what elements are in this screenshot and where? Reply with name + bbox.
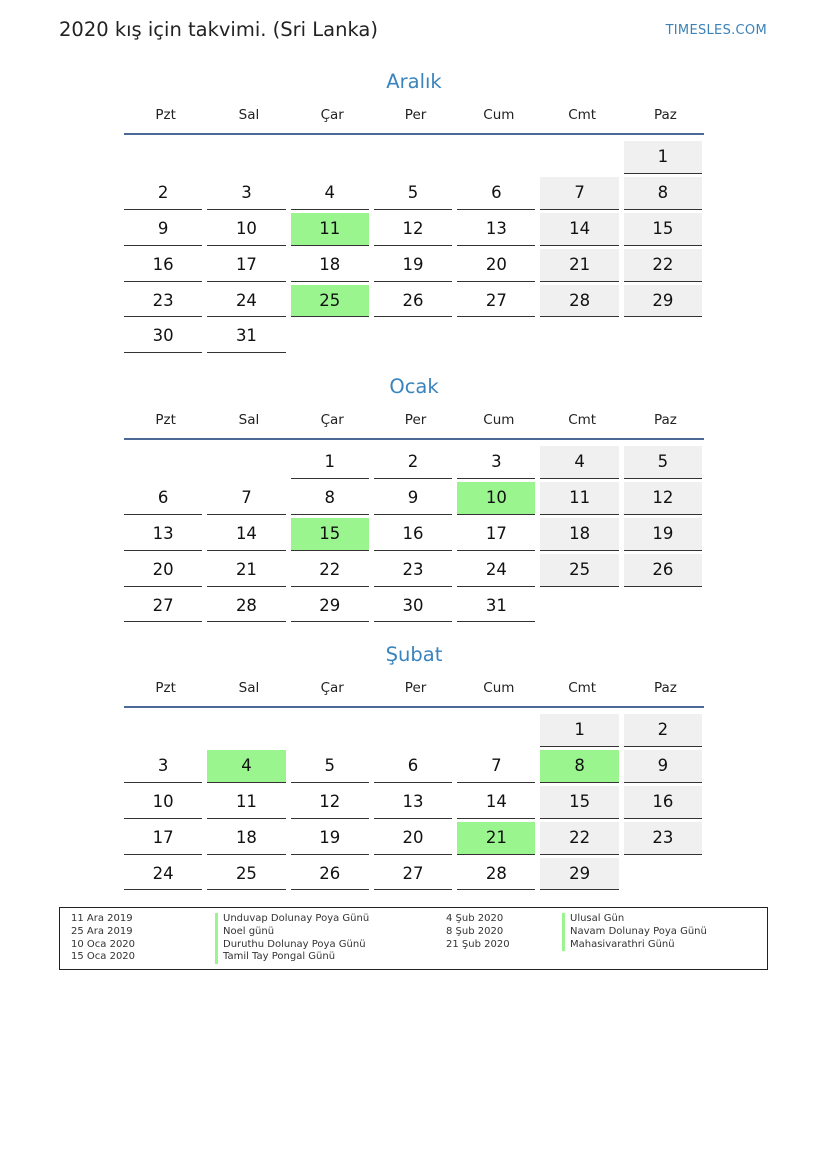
day-cell <box>124 747 207 783</box>
day-cell <box>457 282 540 318</box>
day-cell <box>457 174 540 210</box>
month-february <box>124 641 704 890</box>
day-cell <box>457 443 540 479</box>
day-number: 18 <box>291 249 369 282</box>
day-cell <box>291 855 374 891</box>
day-cell <box>207 551 290 587</box>
day-cell <box>291 210 374 246</box>
weekday-label: Pzt <box>155 107 176 123</box>
day-number: 23 <box>624 822 702 855</box>
day-number: 31 <box>207 320 285 353</box>
day-cell <box>540 282 623 318</box>
day-number: 23 <box>124 285 202 318</box>
day-cell <box>124 551 207 587</box>
week-row <box>124 282 704 318</box>
day-number: 21 <box>540 249 618 282</box>
day-cell <box>374 174 457 210</box>
day-cell <box>457 210 540 246</box>
day-cell <box>624 783 707 819</box>
day-number: 14 <box>457 786 535 819</box>
day-cell <box>124 855 207 891</box>
week-row <box>124 174 704 210</box>
day-cell <box>540 711 623 747</box>
day-cell <box>540 747 623 783</box>
day-cell <box>124 174 207 210</box>
empty-day-box <box>207 714 285 747</box>
empty-day-cell <box>374 711 457 747</box>
day-cell <box>624 443 707 479</box>
month-january <box>124 373 704 622</box>
day-cell <box>624 711 707 747</box>
legend-date: 21 Şub 2020 <box>446 938 510 950</box>
day-cell <box>624 515 707 551</box>
day-cell <box>540 443 623 479</box>
day-number: 15 <box>291 518 369 551</box>
day-cell <box>374 515 457 551</box>
day-cell <box>207 317 290 353</box>
empty-day-cell <box>624 587 707 623</box>
week-row <box>124 551 704 587</box>
month-title: Ocak <box>389 375 439 398</box>
day-number: 29 <box>624 285 702 318</box>
week-row <box>124 783 704 819</box>
weekday-label: Çar <box>320 680 344 696</box>
empty-day-box <box>291 714 369 747</box>
weekday-label: Sal <box>238 107 260 123</box>
weekday-label: Sal <box>238 680 260 696</box>
weekday-label: Paz <box>653 680 677 696</box>
day-cell <box>207 819 290 855</box>
day-number: 13 <box>124 518 202 551</box>
holiday-legend <box>59 907 768 970</box>
empty-day-cell <box>124 138 207 174</box>
empty-day-box <box>540 141 618 174</box>
month-title: Şubat <box>385 643 443 666</box>
day-number: 21 <box>207 554 285 587</box>
day-cell <box>540 246 623 282</box>
day-number: 20 <box>374 822 452 855</box>
day-cell <box>207 210 290 246</box>
day-cell <box>124 587 207 623</box>
day-cell <box>374 855 457 891</box>
day-cell <box>457 855 540 891</box>
day-number: 25 <box>540 554 618 587</box>
day-number: 26 <box>374 285 452 318</box>
day-cell <box>291 443 374 479</box>
empty-day-box <box>124 141 202 174</box>
day-number: 11 <box>207 786 285 819</box>
empty-day-cell <box>457 317 540 353</box>
day-cell <box>374 479 457 515</box>
day-number: 28 <box>207 590 285 623</box>
day-number: 28 <box>540 285 618 318</box>
day-number: 15 <box>624 213 702 246</box>
day-cell <box>457 747 540 783</box>
day-number: 23 <box>374 554 452 587</box>
month-grid <box>124 711 704 890</box>
day-number: 1 <box>540 714 618 747</box>
day-cell <box>124 479 207 515</box>
weekday-label: Cum <box>483 412 515 428</box>
day-cell <box>457 246 540 282</box>
day-number: 4 <box>540 446 618 479</box>
weekday-label: Paz <box>653 412 677 428</box>
legend-names-left <box>215 913 369 964</box>
empty-day-box <box>291 320 369 353</box>
day-number: 19 <box>624 518 702 551</box>
day-cell <box>291 819 374 855</box>
empty-day-box <box>124 446 202 479</box>
day-cell <box>207 174 290 210</box>
day-cell <box>207 479 290 515</box>
day-cell <box>624 210 707 246</box>
week-row <box>124 138 704 174</box>
empty-day-box <box>374 320 452 353</box>
legend-date: 25 Ara 2019 <box>71 925 133 937</box>
empty-day-cell <box>540 587 623 623</box>
day-number: 22 <box>540 822 618 855</box>
empty-day-cell <box>124 443 207 479</box>
day-cell <box>540 551 623 587</box>
day-number: 15 <box>540 786 618 819</box>
empty-day-cell <box>374 317 457 353</box>
day-number: 31 <box>457 590 535 623</box>
day-number: 29 <box>540 858 618 891</box>
day-number: 2 <box>374 446 452 479</box>
week-row <box>124 515 704 551</box>
day-number: 16 <box>124 249 202 282</box>
empty-day-cell <box>207 443 290 479</box>
legend-date: 10 Oca 2020 <box>71 938 136 950</box>
day-cell <box>207 855 290 891</box>
weekday-label: Pzt <box>155 412 176 428</box>
month-december <box>124 68 704 353</box>
legend-date: 15 Oca 2020 <box>71 951 136 963</box>
weekday-label: Paz <box>653 107 677 123</box>
week-row <box>124 747 704 783</box>
legend-holiday-name: Noel günü <box>215 926 369 939</box>
day-number: 3 <box>207 177 285 210</box>
weekday-header <box>124 409 704 440</box>
day-cell <box>540 210 623 246</box>
day-number: 13 <box>374 786 452 819</box>
day-cell <box>124 317 207 353</box>
empty-day-box <box>457 714 535 747</box>
legend-holiday-name: Mahasivarathri Günü <box>562 939 707 952</box>
day-cell <box>207 282 290 318</box>
day-number: 5 <box>624 446 702 479</box>
day-cell <box>374 210 457 246</box>
day-number: 29 <box>291 590 369 623</box>
day-number: 18 <box>207 822 285 855</box>
day-number: 22 <box>291 554 369 587</box>
legend-date: 11 Ara 2019 <box>71 913 133 924</box>
day-number: 17 <box>457 518 535 551</box>
day-number: 27 <box>374 858 452 891</box>
empty-day-box <box>291 141 369 174</box>
empty-day-cell <box>207 138 290 174</box>
day-cell <box>207 587 290 623</box>
day-cell <box>540 174 623 210</box>
empty-day-cell <box>540 138 623 174</box>
day-cell <box>624 282 707 318</box>
weekday-label: Cmt <box>568 412 597 428</box>
day-cell <box>624 819 707 855</box>
day-cell <box>457 551 540 587</box>
day-number: 8 <box>291 482 369 515</box>
weekday-header <box>124 677 704 708</box>
day-cell <box>374 783 457 819</box>
day-number: 30 <box>374 590 452 623</box>
day-number: 13 <box>457 213 535 246</box>
day-number: 17 <box>207 249 285 282</box>
day-number: 24 <box>457 554 535 587</box>
day-cell <box>291 282 374 318</box>
empty-day-cell <box>374 138 457 174</box>
day-cell <box>457 587 540 623</box>
empty-day-box <box>624 590 702 623</box>
empty-day-cell <box>291 317 374 353</box>
day-number: 27 <box>124 590 202 623</box>
day-cell <box>624 174 707 210</box>
day-number: 12 <box>374 213 452 246</box>
empty-day-cell <box>207 711 290 747</box>
day-number: 8 <box>624 177 702 210</box>
weekday-label: Per <box>404 412 427 428</box>
empty-day-cell <box>624 317 707 353</box>
day-cell <box>540 855 623 891</box>
empty-day-box <box>207 446 285 479</box>
day-number: 2 <box>624 714 702 747</box>
day-cell <box>124 819 207 855</box>
day-cell <box>124 282 207 318</box>
weekday-label: Per <box>404 107 427 123</box>
day-cell <box>124 783 207 819</box>
week-row <box>124 855 704 891</box>
day-cell <box>624 479 707 515</box>
day-cell <box>457 479 540 515</box>
day-number: 10 <box>457 482 535 515</box>
day-cell <box>540 819 623 855</box>
empty-day-cell <box>540 317 623 353</box>
day-cell <box>374 443 457 479</box>
day-cell <box>291 587 374 623</box>
empty-day-box <box>374 714 452 747</box>
day-number: 10 <box>207 213 285 246</box>
day-number: 14 <box>207 518 285 551</box>
month-grid <box>124 138 704 353</box>
day-cell <box>457 819 540 855</box>
day-number: 8 <box>540 750 618 783</box>
day-cell <box>624 747 707 783</box>
empty-day-cell <box>124 711 207 747</box>
day-cell <box>207 747 290 783</box>
day-number: 12 <box>291 786 369 819</box>
week-row <box>124 819 704 855</box>
legend-dates-right <box>446 913 510 951</box>
day-cell <box>291 551 374 587</box>
day-cell <box>291 747 374 783</box>
week-row <box>124 317 704 353</box>
day-cell <box>374 246 457 282</box>
day-number: 12 <box>624 482 702 515</box>
day-number: 17 <box>124 822 202 855</box>
day-number: 19 <box>291 822 369 855</box>
day-number: 11 <box>291 213 369 246</box>
day-cell <box>374 551 457 587</box>
week-row <box>124 587 704 623</box>
day-number: 20 <box>457 249 535 282</box>
day-cell <box>374 747 457 783</box>
day-cell <box>624 551 707 587</box>
day-cell <box>207 783 290 819</box>
empty-day-box <box>374 141 452 174</box>
day-cell <box>291 783 374 819</box>
empty-day-cell <box>457 138 540 174</box>
day-number: 4 <box>291 177 369 210</box>
month-title: Aralık <box>386 70 442 93</box>
day-cell <box>624 138 707 174</box>
weekday-label: Cmt <box>568 107 597 123</box>
weekday-header <box>124 104 704 135</box>
legend-holiday-name: Tamil Tay Pongal Günü <box>215 951 369 964</box>
day-number: 3 <box>124 750 202 783</box>
day-number: 3 <box>457 446 535 479</box>
day-cell <box>374 819 457 855</box>
day-cell <box>540 479 623 515</box>
day-number: 7 <box>540 177 618 210</box>
day-number: 11 <box>540 482 618 515</box>
empty-day-box <box>540 590 618 623</box>
day-number: 25 <box>291 285 369 318</box>
empty-day-box <box>124 714 202 747</box>
day-number: 7 <box>207 482 285 515</box>
day-number: 4 <box>207 750 285 783</box>
empty-day-cell <box>457 711 540 747</box>
page-title: 2020 kış için takvimi. (Sri Lanka) <box>59 18 378 41</box>
empty-day-cell <box>291 711 374 747</box>
day-cell <box>291 479 374 515</box>
legend-date: 4 Şub 2020 <box>446 913 504 924</box>
day-cell <box>540 515 623 551</box>
day-cell <box>291 174 374 210</box>
weekday-label: Cmt <box>568 680 597 696</box>
day-cell <box>291 515 374 551</box>
legend-holiday-name: Unduvap Dolunay Poya Günü <box>215 913 369 926</box>
day-cell <box>124 210 207 246</box>
brand-link[interactable]: TIMESLES.COM <box>665 23 767 38</box>
day-number: 6 <box>124 482 202 515</box>
day-cell <box>540 783 623 819</box>
day-cell <box>207 515 290 551</box>
day-number: 20 <box>124 554 202 587</box>
empty-day-box <box>457 141 535 174</box>
day-number: 30 <box>124 320 202 353</box>
empty-day-cell <box>624 855 707 891</box>
week-row <box>124 443 704 479</box>
day-number: 1 <box>624 141 702 174</box>
day-number: 16 <box>624 786 702 819</box>
day-number: 16 <box>374 518 452 551</box>
day-number: 9 <box>374 482 452 515</box>
weekday-label: Pzt <box>155 680 176 696</box>
day-cell <box>124 246 207 282</box>
day-cell <box>207 246 290 282</box>
day-number: 28 <box>457 858 535 891</box>
day-number: 21 <box>457 822 535 855</box>
day-cell <box>624 246 707 282</box>
day-cell <box>291 246 374 282</box>
month-grid <box>124 443 704 622</box>
weekday-label: Çar <box>320 412 344 428</box>
empty-day-cell <box>291 138 374 174</box>
day-number: 6 <box>374 750 452 783</box>
day-number: 25 <box>207 858 285 891</box>
day-number: 19 <box>374 249 452 282</box>
day-number: 14 <box>540 213 618 246</box>
day-number: 5 <box>291 750 369 783</box>
day-number: 10 <box>124 786 202 819</box>
day-number: 26 <box>624 554 702 587</box>
week-row <box>124 210 704 246</box>
week-row <box>124 246 704 282</box>
day-number: 26 <box>291 858 369 891</box>
empty-day-box <box>540 320 618 353</box>
empty-day-box <box>207 141 285 174</box>
day-number: 7 <box>457 750 535 783</box>
day-number: 24 <box>124 858 202 891</box>
legend-holiday-name: Navam Dolunay Poya Günü <box>562 926 707 939</box>
day-number: 24 <box>207 285 285 318</box>
legend-dates-left <box>71 913 135 964</box>
legend-holiday-name: Duruthu Dolunay Poya Günü <box>215 939 369 952</box>
day-number: 9 <box>624 750 702 783</box>
day-number: 9 <box>124 213 202 246</box>
day-number: 22 <box>624 249 702 282</box>
day-cell <box>124 515 207 551</box>
day-number: 5 <box>374 177 452 210</box>
day-cell <box>457 783 540 819</box>
empty-day-box <box>624 320 702 353</box>
day-number: 18 <box>540 518 618 551</box>
weekday-label: Cum <box>483 107 515 123</box>
day-number: 2 <box>124 177 202 210</box>
day-cell <box>374 282 457 318</box>
weekday-label: Sal <box>238 412 260 428</box>
day-number: 6 <box>457 177 535 210</box>
day-number: 27 <box>457 285 535 318</box>
weekday-label: Per <box>404 680 427 696</box>
week-row <box>124 479 704 515</box>
weekday-label: Cum <box>483 680 515 696</box>
empty-day-box <box>457 320 535 353</box>
empty-day-box <box>624 858 702 891</box>
legend-names-right <box>562 913 707 951</box>
legend-holiday-name: Ulusal Gün <box>562 913 707 926</box>
day-cell <box>374 587 457 623</box>
day-cell <box>457 515 540 551</box>
weekday-label: Çar <box>320 107 344 123</box>
legend-date: 8 Şub 2020 <box>446 925 504 937</box>
week-row <box>124 711 704 747</box>
day-number: 1 <box>291 446 369 479</box>
